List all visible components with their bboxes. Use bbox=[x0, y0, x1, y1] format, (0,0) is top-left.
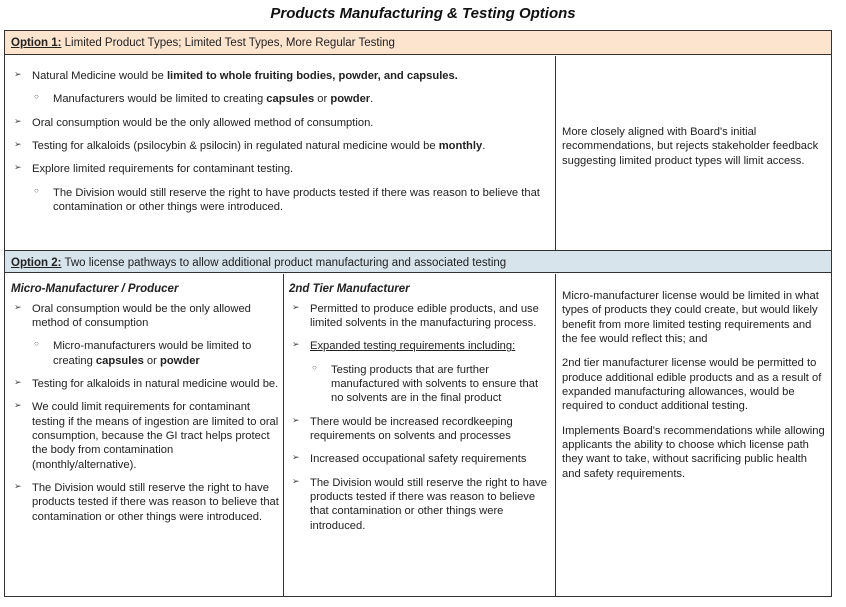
list-item: ➢ The Division would still reserve the right to have products tested if there was reason to believe that contamination or other things were introduced. bbox=[289, 476, 553, 533]
micro-manufacturer-title: Micro-Manufacturer / Producer bbox=[11, 283, 179, 295]
list-item: ○ Micro-manufacturers would be limited to creating capsules or powder bbox=[11, 339, 279, 368]
list-item: ➢ Testing for alkaloids (psilocybin & psilocin) in regulated natural medicine would be monthly. bbox=[11, 139, 549, 153]
list-item: ➢ There would be increased recordkeeping requirements on solvents and processes bbox=[289, 415, 553, 444]
divider bbox=[283, 274, 284, 597]
option1-details bbox=[11, 69, 549, 223]
option2-heading: Two license pathways to allow additional product manufacturing and associated testing bbox=[61, 257, 507, 269]
option2-note-p2: 2nd tier manufacturer license would be permitted to produce additional edible products and as a result of expanded manufacturing allowances, would be required to conduct additional testing. bbox=[562, 357, 822, 413]
list-item: ➢ We could limit requirements for contaminant testing if the means of ingestion are limited to oral consumption, because the GI tract helps protect the body from contamination (monthly/alternative). bbox=[11, 400, 279, 472]
list-item: ➢ Oral consumption would be the only allowed method of consumption. bbox=[11, 116, 549, 130]
list-item: ➢ Explore limited requirements for contaminant testing. bbox=[11, 162, 549, 176]
list-item: ➢ Permitted to produce edible products, and use limited solvents in the manufacturing process. bbox=[289, 302, 553, 331]
option1-header bbox=[5, 31, 831, 55]
list-item: ➢ Natural Medicine would be limited to whole fruiting bodies, powder, and capsules. bbox=[11, 69, 549, 83]
tier2-manufacturer-title: 2nd Tier Manufacturer bbox=[289, 283, 410, 295]
option1-note: More closely aligned with Board's initial recommendations, but rejects stakeholder feedback suggesting limited product types will limit access. bbox=[562, 126, 819, 167]
option1-label: Option 1: bbox=[11, 37, 62, 49]
option2-header bbox=[5, 250, 831, 273]
list-item: ○ Testing products that are further manufactured with solvents to ensure that no solvents are in the final product bbox=[289, 363, 553, 406]
page-title: Products Manufacturing & Testing Options bbox=[270, 5, 576, 22]
list-item: ○ The Division would still reserve the right to have products tested if there was reason to believe that contamination or other things were introduced. bbox=[11, 186, 549, 215]
options-table bbox=[4, 30, 832, 597]
list-item: ➢ Testing for alkaloids in natural medicine would be. bbox=[11, 377, 279, 391]
option1-heading: Limited Product Types; Limited Test Types, More Regular Testing bbox=[61, 37, 395, 49]
list-item: ○ Manufacturers would be limited to creating capsules or powder. bbox=[11, 92, 549, 106]
micro-manufacturer-column bbox=[11, 282, 279, 533]
tier2-manufacturer-column bbox=[289, 282, 553, 542]
option2-note-p3: Implements Board's recommendations while allowing applicants the ability to choose which license path they want to take, without sacrificing public health and safety requirements. bbox=[562, 424, 825, 480]
option2-note bbox=[562, 289, 826, 491]
option2-note-p1: Micro-manufacturer license would be limited in what types of products they could create, but would likely benefit from more limited testing requirements and the fee would reflect this; and bbox=[562, 290, 819, 345]
divider bbox=[555, 274, 556, 597]
list-item: ➢ Expanded testing requirements including: bbox=[289, 339, 553, 353]
list-item: ➢ Increased occupational safety requirements bbox=[289, 452, 553, 466]
divider bbox=[555, 56, 556, 250]
list-item: ➢ Oral consumption would be the only allowed method of consumption bbox=[11, 302, 279, 331]
option2-label: Option 2: bbox=[11, 257, 62, 269]
list-item: ➢ The Division would still reserve the right to have products tested if there was reason to believe that contamination or other things were introduced. bbox=[11, 481, 279, 524]
